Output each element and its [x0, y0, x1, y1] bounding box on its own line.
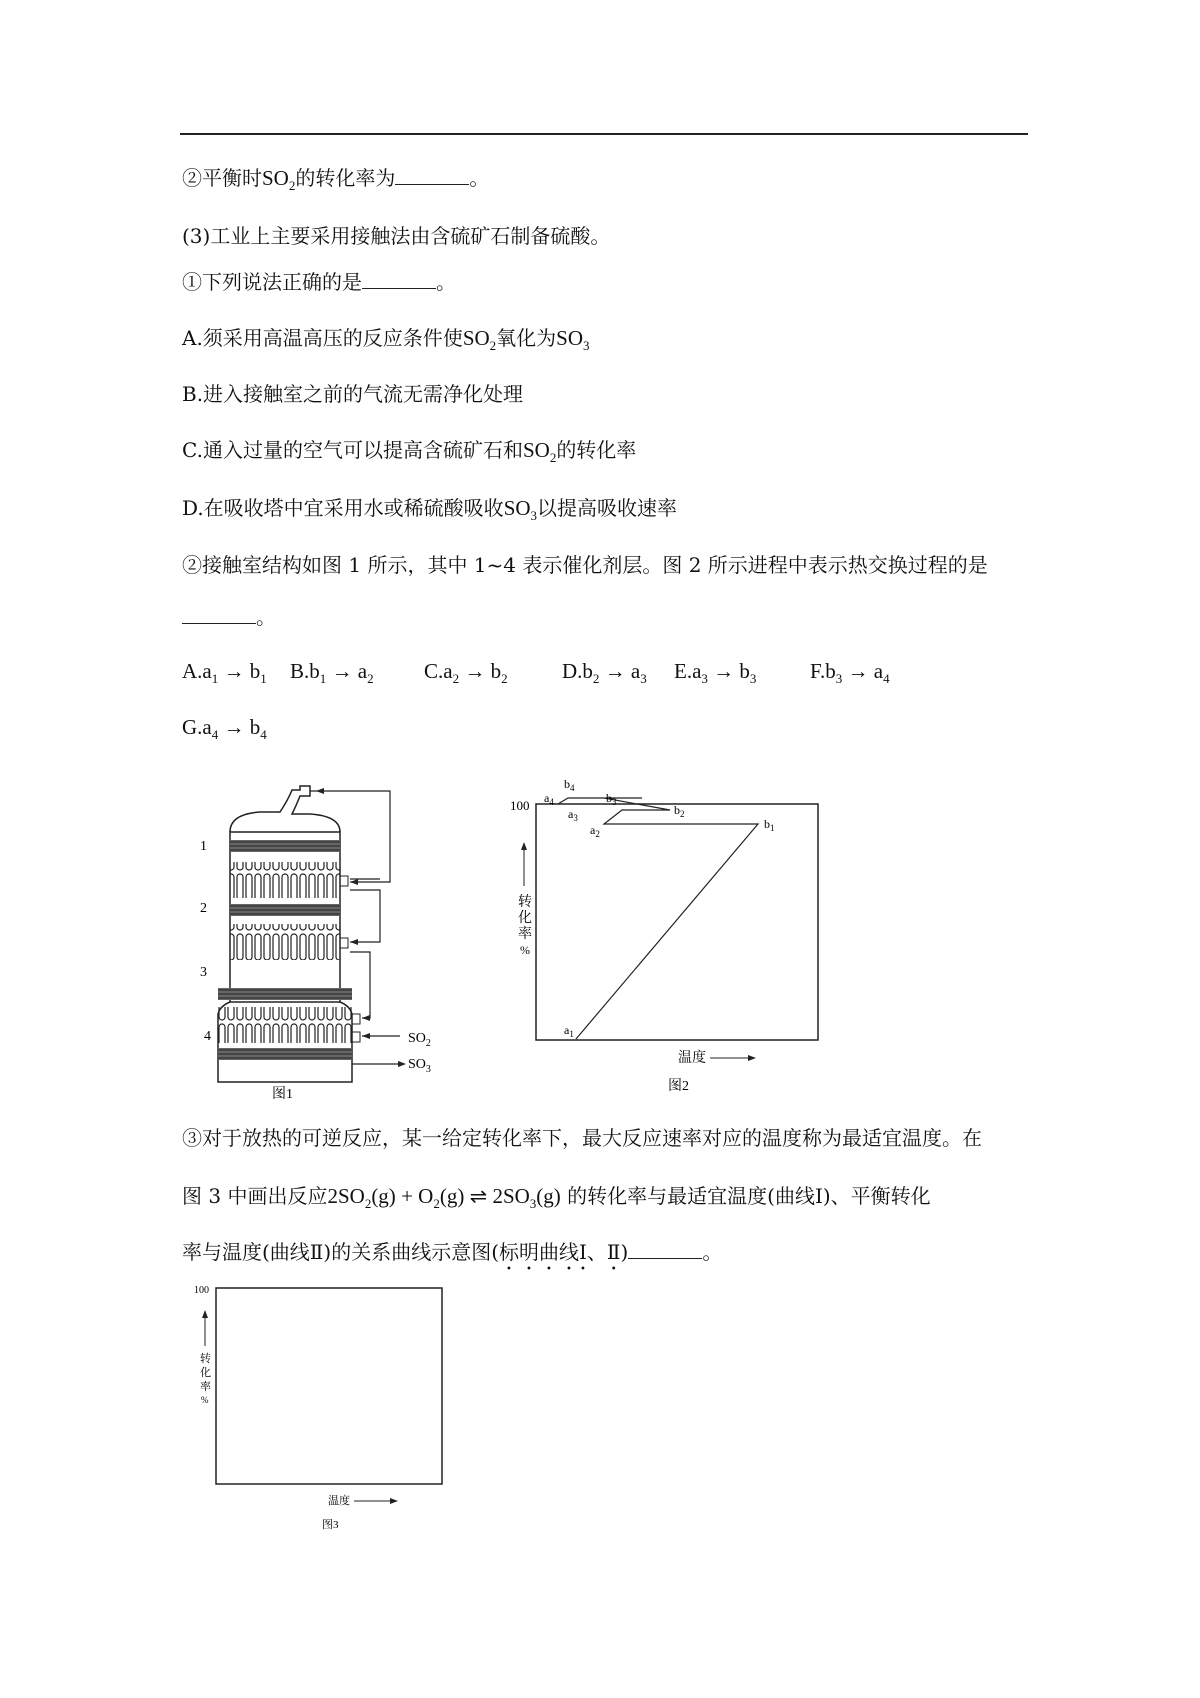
point-b4: $b_4$	[564, 777, 575, 793]
figure-2-caption: 图2	[668, 1079, 689, 1094]
y-axis-label-3: 率	[518, 927, 532, 942]
point-b2: $b_2$	[674, 803, 685, 819]
answer-blank[interactable]	[362, 270, 436, 289]
layer-label-3: 3	[200, 965, 207, 980]
point-a2: $a_2$	[590, 823, 600, 839]
question-2-line: ②平衡时$SO_2$的转化率为 。	[182, 166, 490, 193]
catalyst-layer-3	[218, 988, 352, 1000]
y-axis-label-4: %	[520, 943, 530, 957]
question-3-1: ①下列说法正确的是 。	[182, 270, 456, 294]
so3-outlet-label: $SO_3$	[408, 1057, 431, 1075]
x-axis-label: 温度	[678, 1051, 706, 1066]
figure-1-caption: 图1	[272, 1087, 293, 1102]
x-axis-label: 温度	[328, 1495, 350, 1507]
answer-blank[interactable]	[628, 1240, 702, 1259]
question-3-3-line-1: ③对于放热的可逆反应，某一给定转化率下，最大反应速率对应的温度称为最适宜温度。在	[182, 1126, 982, 1150]
point-b1: $b_1$	[764, 817, 775, 833]
question-3-3-line-2: 图 3 中画出反应$2SO_2(g) + O_2(g)$ ⇌ $2SO_3(g)$ 的转化率与最适宜温度(曲线Ⅰ)、平衡转化	[182, 1184, 931, 1211]
choice-b[interactable]: $B.b_1 \to a_2$	[290, 659, 374, 686]
option-b: B.进入接触室之前的气流无需净化处理	[182, 382, 524, 406]
option-c: C.通入过量的空气可以提高含硫矿石和$SO_2$的转化率	[182, 438, 637, 465]
figure-2-conversion-chart	[500, 776, 840, 1096]
header-rule	[180, 133, 1028, 135]
point-a3: $a_3$	[568, 807, 578, 823]
y-axis-label-3: 率	[200, 1381, 211, 1393]
layer-label-1: 1	[200, 839, 207, 854]
reaction-equation: $2SO_2(g) + O_2(g)$ ⇌ $2SO_3(g)$	[327, 1184, 561, 1211]
y-100-label: 100	[510, 798, 530, 813]
option-a: A.须采用高温高压的反应条件使$SO_2$氧化为$SO_3$	[182, 326, 590, 353]
choice-f[interactable]: $F.b_3 \to a_4$	[810, 659, 890, 686]
layer-label-4: 4	[204, 1029, 211, 1044]
point-a4: $a_4$	[544, 791, 554, 807]
figure-3-caption: 图3	[322, 1519, 339, 1531]
question-3-2-blank: 。	[182, 602, 276, 632]
choice-a[interactable]: $A.a_1 \to b_1$	[182, 659, 267, 686]
answer-blank[interactable]	[395, 166, 469, 185]
y-axis-label-1: 转	[518, 895, 532, 910]
answer-blank[interactable]	[182, 605, 256, 624]
choice-d[interactable]: $D.b_2 \to a_3$	[562, 659, 647, 686]
question-3-intro: (3)工业上主要采用接触法由含硫矿石制备硫酸。	[182, 224, 611, 248]
catalyst-layer-4	[218, 1048, 352, 1060]
y-axis-label-2: 化	[200, 1367, 211, 1379]
choice-g[interactable]: $G.a_4 \to b_4$	[182, 715, 267, 742]
figure-1-contact-chamber	[200, 782, 460, 1104]
choice-e[interactable]: $E.a_3 \to b_3$	[674, 659, 757, 686]
y-axis-label-4: %	[201, 1395, 209, 1405]
so2-inlet-label: $SO_2$	[408, 1031, 431, 1049]
process-path	[558, 798, 758, 1039]
figure-3-blank-chart[interactable]	[190, 1278, 450, 1534]
catalyst-layer-1	[230, 840, 340, 852]
y-100-label: 100	[194, 1285, 209, 1296]
layer-label-2: 2	[200, 901, 207, 916]
y-axis-label-1: 转	[200, 1353, 211, 1365]
question-3-3-line-3: 率与温度(曲线Ⅱ)的关系曲线示意图(标明曲线Ⅰ、Ⅱ) 。	[182, 1240, 723, 1264]
point-b3: $b_3$	[606, 791, 617, 807]
point-a1: $a_1$	[564, 1023, 574, 1039]
y-axis-label-2: 化	[518, 911, 532, 926]
question-3-2: ②接触室结构如图 1 所示，其中 1~4 表示催化剂层。图 2 所示进程中表示热交换过程的是	[182, 553, 988, 577]
catalyst-layer-2	[230, 904, 340, 916]
choice-c[interactable]: $C.a_2 \to b_2$	[424, 659, 508, 686]
option-d: D.在吸收塔中宜采用水或稀硫酸吸收$SO_3$以提高吸收速率	[182, 496, 678, 523]
